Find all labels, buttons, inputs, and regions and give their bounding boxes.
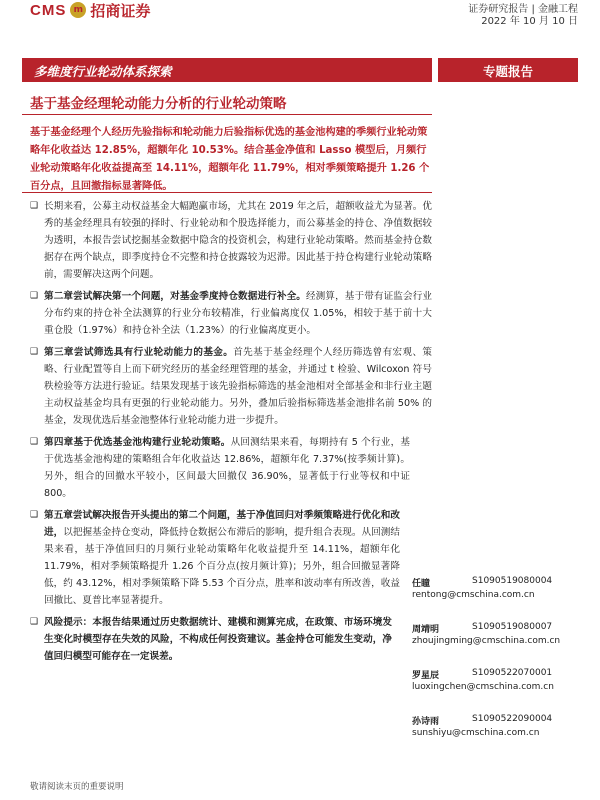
summary-text: 基于基金经理个人经历先验指标和轮动能力后验指标优选的基金池构建的季频行业轮动策略年化收益达 12.85%，超额年化 10.53%。结合基金净值和 Lasso 模型后，月频行业轮动策略年化收益提高至 14.11%，超额年化 11.79%，相对季频策略提升 1.26 个百分点，且回撤指标显著降低。	[30, 127, 430, 192]
divider	[22, 114, 432, 115]
bullet-body-text: 从回测结果来看，每期持有 5 个行业，基于优选基金池构建的策略组合年化收益达 12.86%，超额年化 7.37%(按季频计算)。另外，组合的回撤水平较小，区间最大回撤仅 36.90%，显著低于行业等权和中证 800。	[44, 437, 411, 499]
company-logo	[30, 0, 150, 20]
side-label-bar	[438, 58, 578, 82]
section-title-bar	[22, 58, 432, 82]
section-title: 多维度行业轮动体系探索	[34, 64, 172, 79]
bullet-body-text: 经测算，基于带有证监会行业分布约束的持仓补全法测算的行业分布较精准，行业偏离度仅 1.05%，相较于基于前十大重仓股（1.97%）和持仓补全法（1.23%）的行业偏离度更小。	[44, 291, 433, 336]
bullet-square-icon: ❑	[30, 347, 39, 357]
bullet-bold-text: 风险提示：本报告结果通过历史数据统计、建模和测算完成，在政策、市场环境发生变化时模型存在失效的风险，不构成任何投资建议。基金持仓可能发生变动，净值回归模型可能存在一定误差。	[44, 617, 392, 662]
bullet-bold-text: 第三章尝试筛选具有行业轮动能力的基金。	[44, 347, 234, 358]
bullet-text	[44, 614, 392, 665]
bullet-text	[44, 507, 400, 609]
bullet-item	[30, 198, 432, 283]
logo-mark-icon: m	[70, 2, 86, 18]
analyst-email[interactable]: rentong@cmschina.com.cn	[412, 590, 535, 600]
bullet-square-icon: ❑	[30, 437, 39, 447]
logo-text-cn: 招商证券	[90, 1, 151, 20]
bullet-square-icon: ❑	[30, 201, 39, 211]
bullet-body-text: 长期来看，公募主动权益基金大幅跑赢市场，尤其在 2019 年之后，超额收益尤为显著。优秀的基金经理具有较强的择时、行业轮动和个股选择能力，而公募基金的持仓、净值数据较为透明，本报告尝试挖掘基金数据中隐含的投资机会，构建行业轮动策略。然而基金持仓数据存在两个缺点，即季度持仓不完整和持仓披露较为迟滞。因此基于持仓构建行业轮动策略前，需要解决这两个问题。	[44, 201, 432, 280]
bullet-bold-text: 第二章尝试解决第一个问题，对基金季度持仓数据进行补全。	[44, 291, 306, 302]
report-type: 证券研究报告 | 金融工程	[468, 4, 578, 15]
page-header	[0, 0, 600, 28]
analyst-code: S1090519080007	[472, 622, 553, 632]
logo-text-en: CMS	[30, 1, 67, 19]
bullet-text	[44, 344, 432, 429]
analyst-card	[412, 668, 592, 714]
bullet-text	[44, 288, 432, 339]
analyst-list	[412, 576, 592, 760]
bullet-text	[44, 434, 410, 502]
footer-disclaimer: 敬请阅读末页的重要说明	[30, 782, 124, 792]
bullet-item	[30, 344, 432, 429]
analyst-code: S1090522090004	[472, 714, 553, 724]
bullet-text	[44, 198, 432, 283]
bullet-body-text: 以把握基金持仓变动，降低持仓数据公布滞后的影响，提升组合表现。从回测结果来看，基于净值回归的月频行业轮动策略年化收益提升至 14.11%，超额年化 11.79%，相对季频策略提升 1.26 个百分点(按月频计算)；另外，组合回撤显著降低，约 43.12%，相对季频策略下降 5.53 个百分点，胜率和波动率有所改善，收益回撤比、夏普比率显著提升。	[44, 527, 401, 606]
divider	[22, 192, 432, 193]
bullet-item	[30, 507, 400, 609]
analyst-name: 任瞳	[412, 579, 431, 589]
report-date: 2022 年 10 月 10 日	[481, 16, 578, 27]
analyst-card	[412, 622, 592, 668]
analyst-name: 罗星辰	[412, 671, 440, 681]
bullet-item	[30, 288, 432, 339]
analyst-name: 孙诗雨	[412, 717, 440, 727]
analyst-email[interactable]: zhoujingming@cmschina.com.cn	[412, 636, 561, 646]
analyst-email[interactable]: luoxingchen@cmschina.com.cn	[412, 682, 554, 692]
bullet-bold-text: 第四章基于优选基金池构建行业轮动策略。	[44, 437, 231, 448]
bullet-item	[30, 614, 392, 665]
analyst-code: S1090522070001	[472, 668, 553, 678]
report-subtitle: 基于基金经理轮动能力分析的行业轮动策略	[30, 96, 287, 112]
bullet-body-text: 首先基于基金经理个人经历筛选曾有宏观、策略、行业配置等自上而下研究经历的基金经理管理的基金，并通过 t 检验、Wilcoxon 符号秩检验等方法进行验证。结果发现基于该先验指标筛选的基金池相对全部基金和非行业主题主动权益基金均具有更强的行业轮动能力。另外，叠加后验指标筛选基金池排名前 50% 的基金，发现优选后基金池整体行业轮动能力进一步提升。	[44, 347, 432, 426]
bullet-bold-text: 第五章尝试解决报告开头提出的第二个问题，基于净值回归对季频策略进行优化和改进，	[44, 510, 400, 538]
bullet-square-icon: ❑	[30, 291, 39, 301]
side-label: 专题报告	[482, 64, 533, 79]
analyst-email[interactable]: sunshiyu@cmschina.com.cn	[412, 728, 540, 738]
bullet-item	[30, 434, 410, 502]
analyst-card	[412, 576, 592, 622]
analyst-code: S1090519080004	[472, 576, 553, 586]
bullet-square-icon: ❑	[30, 510, 39, 520]
analyst-name: 周靖明	[412, 625, 440, 635]
bullet-list	[30, 198, 432, 670]
analyst-card	[412, 714, 592, 760]
bullet-square-icon: ❑	[30, 617, 39, 627]
